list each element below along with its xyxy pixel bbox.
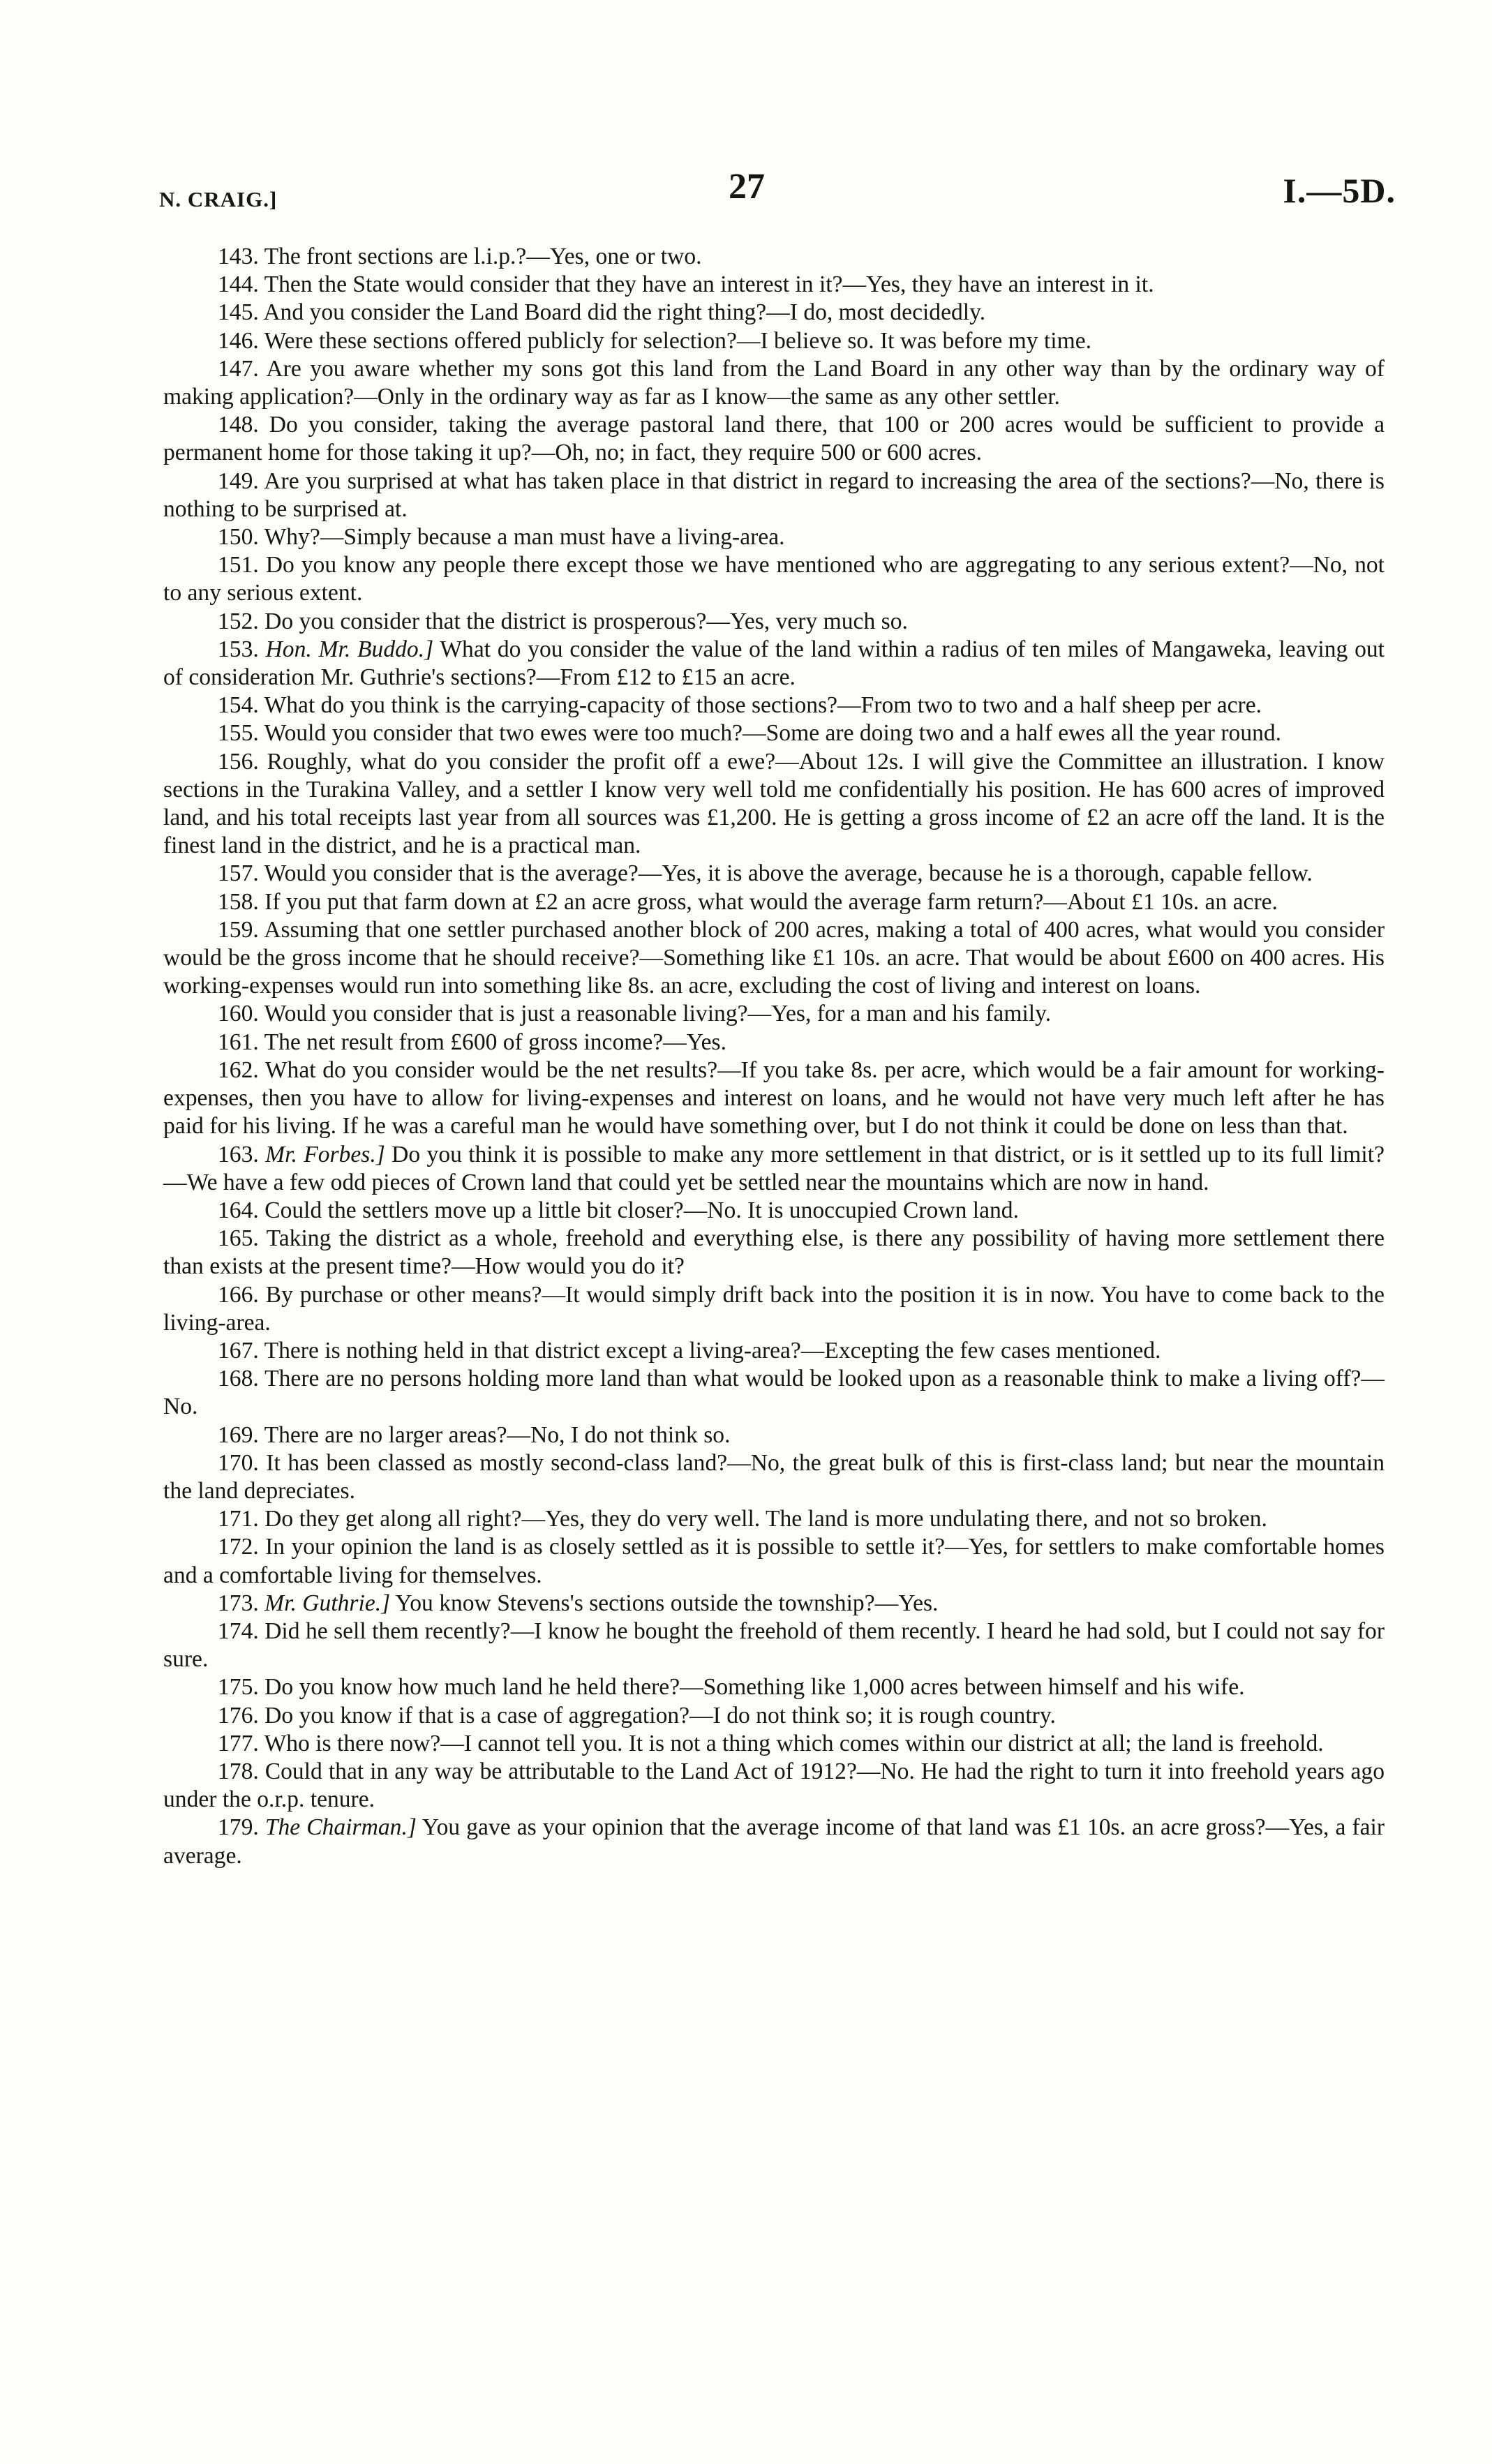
question-number: 160. (218, 1001, 259, 1027)
question-number: 176. (218, 1702, 259, 1728)
question-answer-text: Are you surprised at what has taken place in that district in regard to increasing the area of the sections?—No, there is nothing to be surprised at. (163, 468, 1385, 522)
question-answer-text: You know Stevens's sections outside the township?—Yes. (395, 1590, 939, 1616)
question-answer-text: There are no persons holding more land than what would be looked upon as a reasonable think to make a living off?—No. (163, 1366, 1385, 1420)
question-number: 170. (218, 1449, 259, 1476)
question-answer-text: Would you consider that two ewes were too much?—Some are doing two and a half ewes all the year round. (264, 720, 1282, 747)
testimony-entry (163, 888, 1385, 916)
question-number: 144. (218, 271, 259, 298)
question-number: 155. (218, 720, 259, 747)
testimony-entry (163, 411, 1385, 467)
question-number: 166. (218, 1281, 259, 1308)
question-answer-text: You gave as your opinion that the average income of that land was £1 10s. an acre gross?—Yes, a fair average. (163, 1814, 1385, 1869)
testimony-entry (163, 1449, 1385, 1505)
question-answer-text: Would you consider that is the average?—Yes, it is above the average, because he is a thorough, capable fellow. (264, 860, 1313, 887)
testimony-entry (163, 916, 1385, 1001)
question-number: 154. (218, 692, 259, 719)
question-number: 156. (218, 748, 259, 775)
question-number: 145. (218, 299, 259, 326)
question-number: 147. (218, 355, 259, 382)
question-number: 158. (218, 888, 259, 915)
testimony-entry (163, 523, 1385, 551)
question-answer-text: Could the settlers move up a little bit closer?—No. It is unoccupied Crown land. (264, 1197, 1019, 1223)
question-answer-text: Are you aware whether my sons got this land from the Land Board in any other way than by the ordinary way of making application?—Only in the ordinary way as far as I know—the same as any other settler. (163, 355, 1385, 410)
question-number: 173. (218, 1590, 259, 1616)
witness-name: N. CRAIG.] (159, 187, 278, 211)
testimony-body (163, 243, 1385, 1870)
testimony-entry (163, 243, 1385, 271)
question-number: 172. (218, 1534, 259, 1560)
testimony-entry (163, 1673, 1385, 1701)
question-number: 148. (218, 412, 259, 438)
testimony-entry (163, 1758, 1385, 1814)
testimony-entry (163, 1505, 1385, 1533)
question-number: 151. (218, 552, 259, 578)
question-answer-text: Taking the district as a whole, freehold and everything else, is there any possibility of having more settlement there than exists at the present time?—How would you do it? (163, 1225, 1385, 1280)
question-answer-text: Why?—Simply because a man must have a living-area. (264, 524, 785, 551)
testimony-entry (163, 1590, 1385, 1618)
question-number: 157. (218, 860, 259, 887)
question-answer-text: Do you know any people there except those we have mentioned who are aggregating to any serious extent?—No, not to any serious extent. (163, 552, 1385, 606)
question-number: 175. (218, 1674, 259, 1701)
testimony-entry (163, 748, 1385, 860)
testimony-entry (163, 636, 1385, 692)
speaker-label: The Chairman.] (264, 1814, 417, 1841)
testimony-entry (163, 1141, 1385, 1197)
question-number: 149. (218, 468, 259, 494)
question-number: 146. (218, 327, 259, 354)
testimony-entry (163, 1337, 1385, 1365)
question-number: 159. (218, 916, 259, 943)
question-answer-text: Do you think it is possible to make any more settlement in that district, or is it settled up to its full limit?—We have a few odd pieces of Crown land that could yet be settled near the mountains which are now in hand. (163, 1141, 1385, 1195)
question-answer-text: Did he sell them recently?—I know he bought the freehold of them recently. I heard he had sold, but I could not say for sure. (163, 1618, 1385, 1673)
testimony-entry (163, 608, 1385, 636)
testimony-entry (163, 1197, 1385, 1225)
testimony-entry (163, 299, 1385, 327)
testimony-entry (163, 1730, 1385, 1758)
question-answer-text: What do you consider the value of the land within a radius of ten miles of Mangaweka, leaving out of consideration Mr. Guthrie's sections?—From £12 to £15 an acre. (163, 636, 1385, 691)
question-number: 152. (218, 608, 259, 634)
question-answer-text: Assuming that one settler purchased another block of 200 acres, making a total of 400 acres, what would you consider would be the gross income that he should receive?—Something like £1 10s. an acre. That would be about £600 on 400 acres. His working-expenses would run into something like 8s. an acre, excluding the cost of living and interest on loans. (163, 916, 1385, 999)
question-answer-text: And you consider the Land Board did the right thing?—I do, most decidedly. (263, 299, 986, 326)
question-answer-text: Were these sections offered publicly for selection?—I believe so. It was before my time. (264, 327, 1092, 354)
testimony-entry (163, 271, 1385, 299)
question-number: 171. (218, 1506, 259, 1532)
question-answer-text: Do you know if that is a case of aggregation?—I do not think so; it is rough country. (264, 1702, 1056, 1728)
testimony-entry (163, 1618, 1385, 1673)
question-number: 168. (218, 1366, 259, 1392)
testimony-entry (163, 1702, 1385, 1730)
testimony-entry (163, 860, 1385, 888)
testimony-entry (163, 692, 1385, 719)
question-number: 178. (218, 1758, 259, 1784)
question-answer-text: Do you consider, taking the average pastoral land there, that 100 or 200 acres would be sufficient to provide a permanent home for those taking it up?—Oh, no; in fact, they require 500 or 600 acres. (163, 412, 1385, 466)
question-answer-text: Then the State would consider that they have an interest in it?—Yes, they have an interest in it. (264, 271, 1154, 298)
question-answer-text: The front sections are l.i.p.?—Yes, one or two. (264, 244, 702, 269)
question-answer-text: Who is there now?—I cannot tell you. It is not a thing which comes within our district at all; the land is freehold. (264, 1730, 1324, 1756)
question-answer-text: The net result from £600 of gross income?—Yes. (264, 1029, 727, 1055)
testimony-entry (163, 468, 1385, 523)
question-answer-text: Do they get along all right?—Yes, they do very well. The land is more undulating there, and not so broken. (264, 1506, 1267, 1532)
question-answer-text: What do you consider would be the net results?—If you take 8s. per acre, which would be a fair amount for working-expenses, then you have to allow for living-expenses and interest on loans, and he would not have very much left after he has paid for his living. If he was a careful man he would have something over, but I do not think it could be done on less than that. (163, 1056, 1385, 1140)
question-answer-text: Do you know how much land he held there?—Something like 1,000 acres between himself and his wife. (264, 1674, 1245, 1701)
question-number: 167. (218, 1337, 259, 1364)
question-answer-text: There are no larger areas?—No, I do not think so. (264, 1421, 731, 1448)
question-number: 161. (218, 1029, 259, 1055)
testimony-entry (163, 1814, 1385, 1869)
question-answer-text: What do you think is the carrying-capacity of those sections?—From two to two and a half sheep per acre. (264, 692, 1262, 719)
testimony-entry (163, 355, 1385, 411)
testimony-entry (163, 1533, 1385, 1589)
question-number: 162. (218, 1056, 259, 1083)
testimony-entry (163, 1000, 1385, 1028)
question-answer-text: It has been classed as mostly second-class land?—No, the great bulk of this is first-class land; but near the mountain the land depreciates. (163, 1449, 1385, 1504)
question-answer-text: There is nothing held in that district except a living-area?—Excepting the few cases mentioned. (264, 1337, 1161, 1364)
speaker-label: Mr. Guthrie.] (264, 1590, 391, 1616)
testimony-entry (163, 1056, 1385, 1141)
testimony-entry (163, 1365, 1385, 1421)
question-number: 177. (218, 1730, 259, 1756)
question-number: 143. (218, 244, 259, 269)
question-answer-text: Do you consider that the district is prosperous?—Yes, very much so. (264, 608, 908, 634)
question-answer-text: Would you consider that is just a reasonable living?—Yes, for a man and his family. (264, 1001, 1052, 1027)
question-number: 164. (218, 1197, 259, 1223)
question-answer-text: If you put that farm down at £2 an acre gross, what would the average farm return?—About £1 10s. an acre. (264, 888, 1278, 915)
testimony-entry (163, 1029, 1385, 1056)
question-answer-text: By purchase or other means?—It would simply drift back into the position it is in now. You have to come back to the living-area. (163, 1281, 1385, 1336)
speaker-label: Mr. Forbes.] (265, 1141, 385, 1167)
testimony-entry (163, 719, 1385, 747)
question-number: 150. (218, 524, 259, 551)
page-header (0, 159, 1492, 222)
question-number: 153. (218, 636, 259, 662)
question-answer-text: In your opinion the land is as closely settled as it is possible to settle it?—Yes, for settlers to make comfortable homes and a comfortable living for themselves. (163, 1534, 1385, 1588)
question-number: 169. (218, 1421, 259, 1448)
testimony-entry (163, 1421, 1385, 1449)
page-number: 27 (729, 167, 765, 207)
testimony-entry (163, 551, 1385, 607)
testimony-entry (163, 1225, 1385, 1280)
question-number: 165. (218, 1225, 259, 1252)
question-answer-text: Could that in any way be attributable to the Land Act of 1912?—No. He had the right to turn it into freehold years ago under the o.r.p. tenure. (163, 1758, 1385, 1813)
speaker-label: Hon. Mr. Buddo.] (265, 636, 434, 662)
testimony-entry (163, 1281, 1385, 1337)
question-number: 174. (218, 1618, 259, 1644)
testimony-entry (163, 327, 1385, 355)
document-reference: I.—5D. (1283, 171, 1396, 210)
question-answer-text: Roughly, what do you consider the profit off a ewe?—About 12s. I will give the Committee an illustration. I know sections in the Turakina Valley, and a settler I know very well told me confidentially his position. He has 600 acres of improved land, and his total receipts last year from all sources was £1,200. He is getting a gross income of £2 an acre off the land. It is the finest land in the district, and he is a practical man. (163, 748, 1385, 859)
question-number: 163. (218, 1141, 259, 1167)
question-number: 179. (218, 1814, 259, 1841)
